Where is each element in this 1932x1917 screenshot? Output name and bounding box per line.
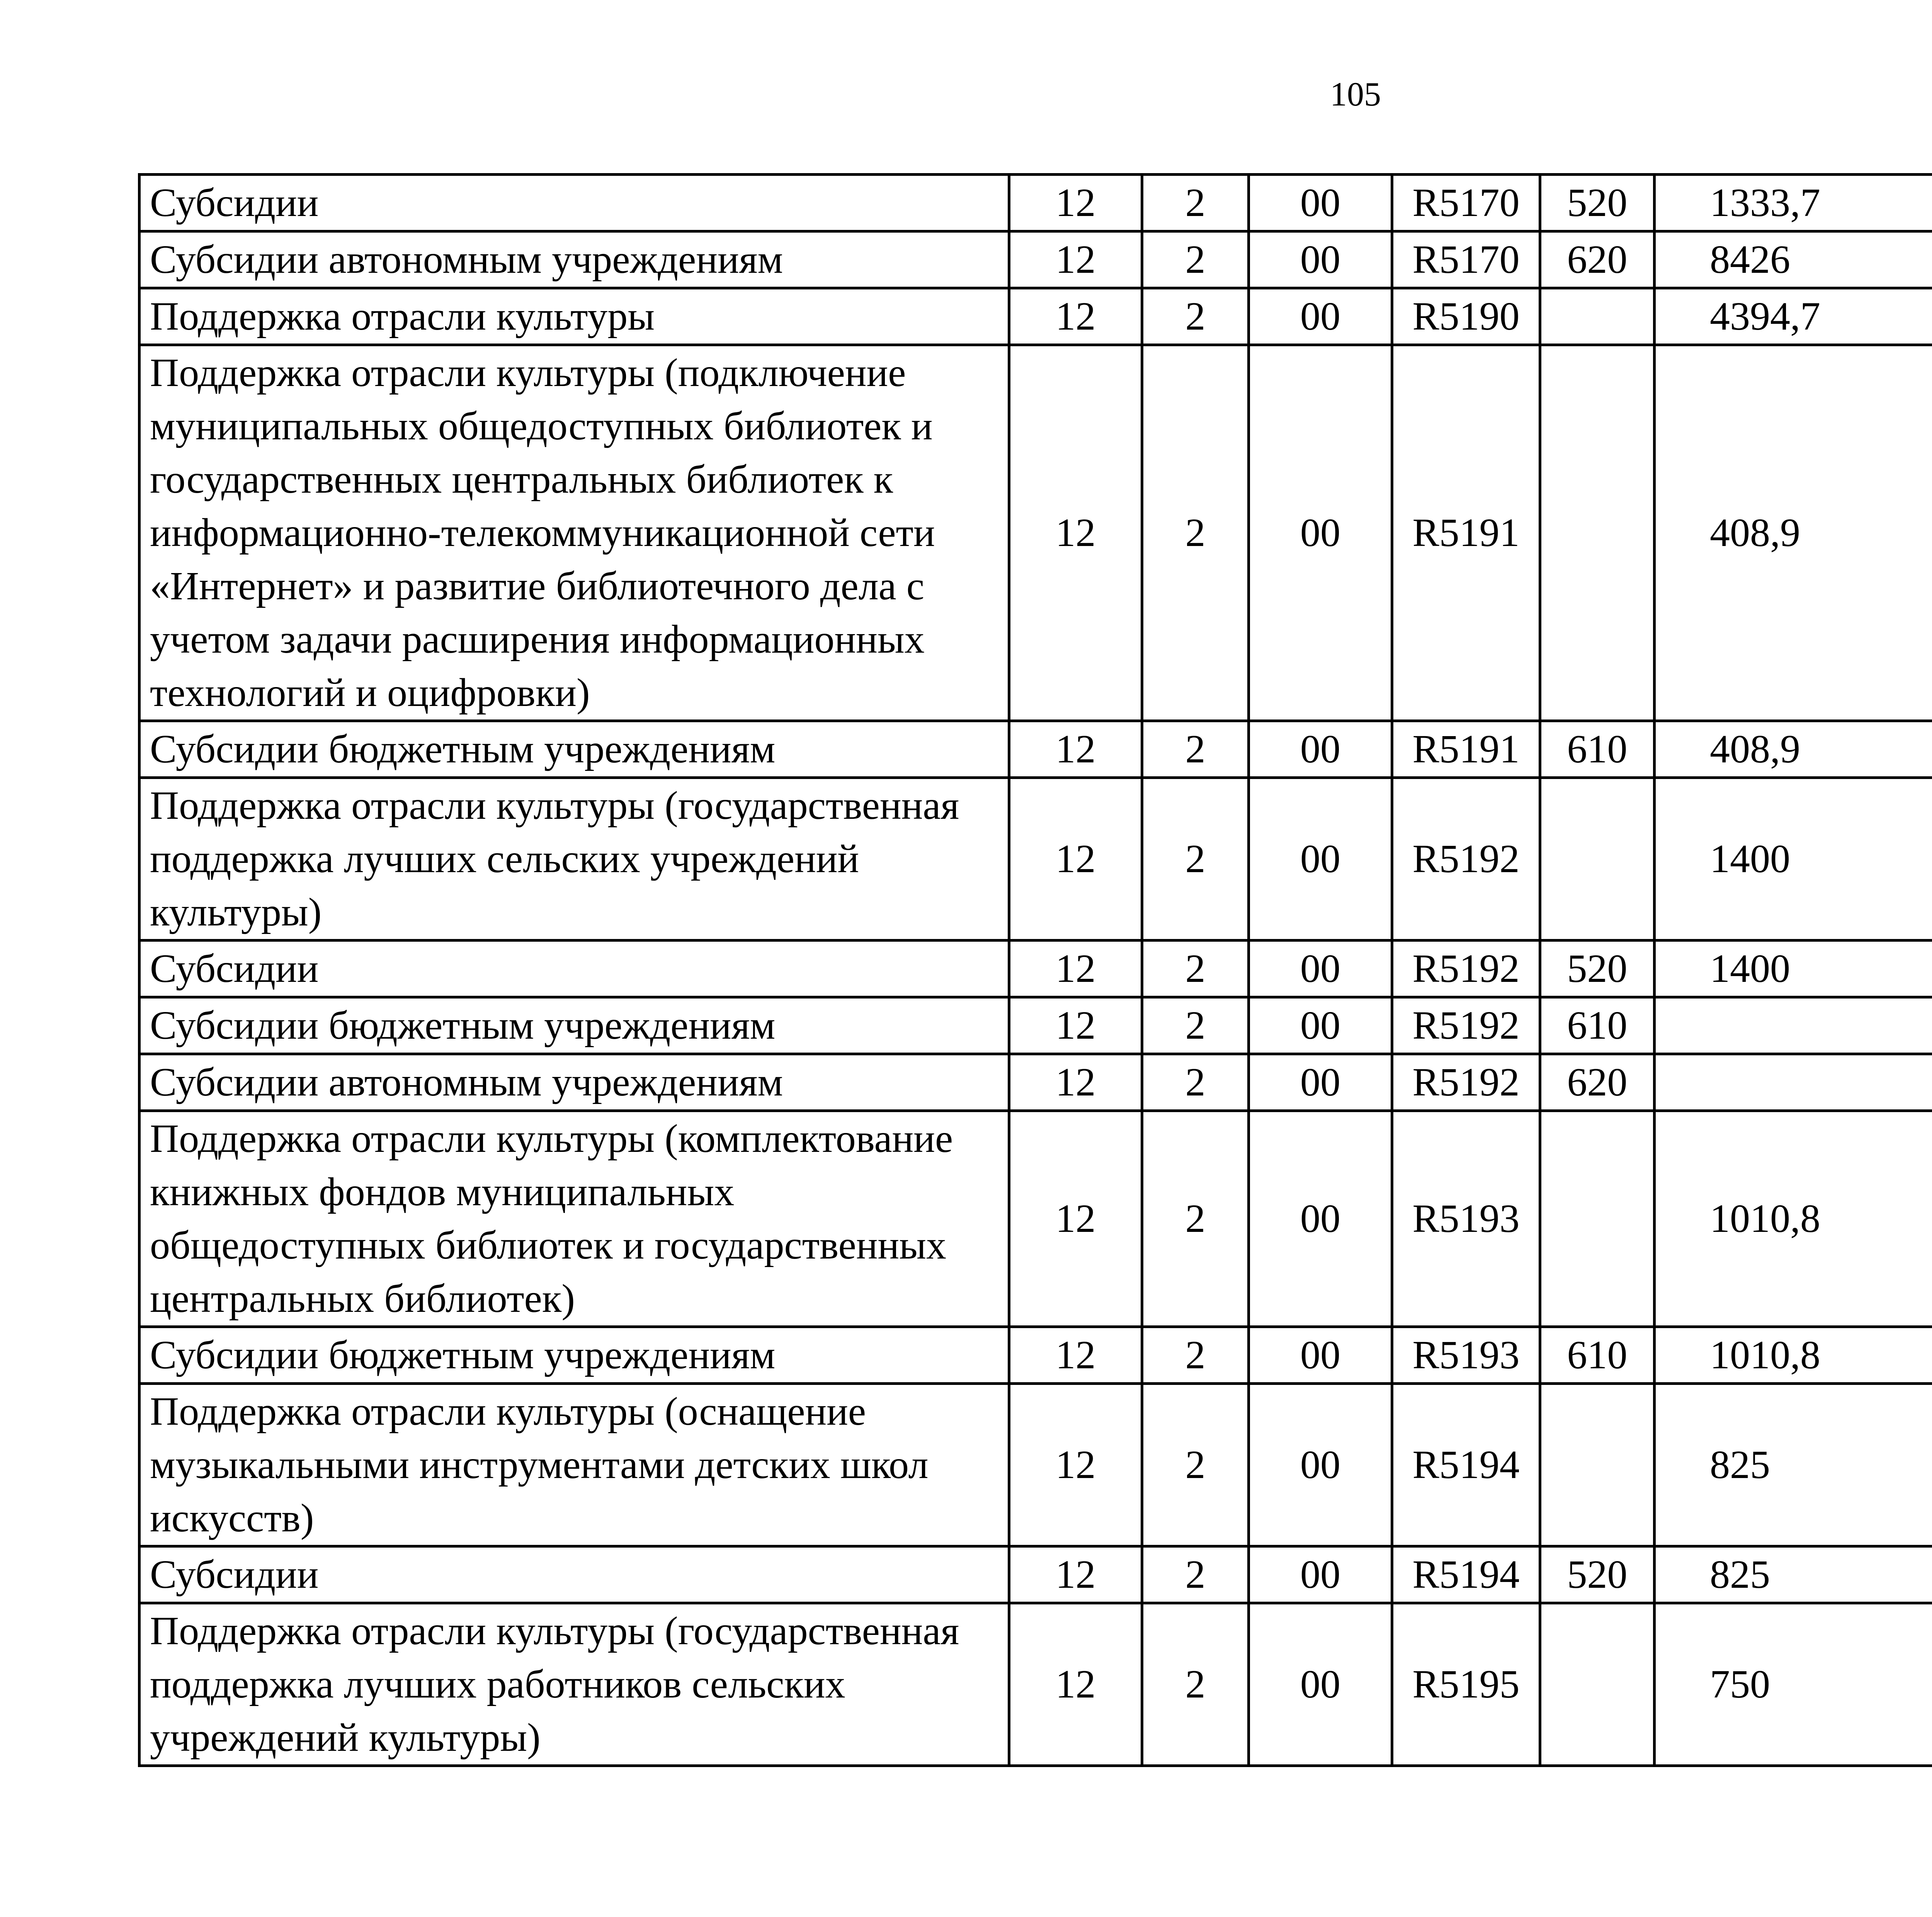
amount-cell-1: 750 <box>1655 1603 1932 1766</box>
program-cell: 00 <box>1249 175 1392 231</box>
row-name-cell: Поддержка отрасли культуры (государственная поддержка лучших работников сельских учреждений культуры) <box>139 1603 1009 1766</box>
subsection-cell: 2 <box>1142 941 1249 997</box>
program-cell: 00 <box>1249 288 1392 345</box>
target-code-cell: R5193 <box>1392 1111 1540 1327</box>
program-cell: 00 <box>1249 1384 1392 1546</box>
target-code-cell: R5190 <box>1392 288 1540 345</box>
table-row <box>139 1327 1932 1384</box>
program-cell: 00 <box>1249 345 1392 721</box>
amount-cell-1: 8426 <box>1655 231 1932 288</box>
row-name-cell: Субсидии <box>139 175 1009 231</box>
expense-type-cell: 520 <box>1540 175 1655 231</box>
subsection-cell: 2 <box>1142 1111 1249 1327</box>
program-cell: 00 <box>1249 1111 1392 1327</box>
amount-cell-1: 1010,8 <box>1655 1327 1932 1384</box>
section-cell: 12 <box>1009 1603 1142 1766</box>
target-code-cell: R5170 <box>1392 175 1540 231</box>
amount-cell-1 <box>1655 997 1932 1054</box>
program-cell: 00 <box>1249 231 1392 288</box>
table-row <box>139 1603 1932 1766</box>
table-row <box>139 778 1932 941</box>
table-row <box>139 721 1932 778</box>
budget-table <box>138 173 1932 1767</box>
row-name-cell: Субсидии бюджетным учреждениям <box>139 997 1009 1054</box>
program-cell: 00 <box>1249 1546 1392 1603</box>
row-name-cell: Субсидии <box>139 1546 1009 1603</box>
program-cell: 00 <box>1249 997 1392 1054</box>
expense-type-cell: 520 <box>1540 1546 1655 1603</box>
expense-type-cell <box>1540 1384 1655 1546</box>
section-cell: 12 <box>1009 288 1142 345</box>
subsection-cell: 2 <box>1142 1327 1249 1384</box>
row-name-cell: Субсидии <box>139 941 1009 997</box>
program-cell: 00 <box>1249 778 1392 941</box>
program-cell: 00 <box>1249 941 1392 997</box>
table-row <box>139 1546 1932 1603</box>
section-cell: 12 <box>1009 1054 1142 1111</box>
target-code-cell: R5170 <box>1392 231 1540 288</box>
amount-cell-1 <box>1655 1054 1932 1111</box>
subsection-cell: 2 <box>1142 997 1249 1054</box>
program-cell: 00 <box>1249 1603 1392 1766</box>
row-name-cell: Поддержка отрасли культуры (оснащение музыкальными инструментами детских школ искусств) <box>139 1384 1009 1546</box>
expense-type-cell: 610 <box>1540 1327 1655 1384</box>
subsection-cell: 2 <box>1142 721 1249 778</box>
subsection-cell: 2 <box>1142 1603 1249 1766</box>
expense-type-cell <box>1540 1111 1655 1327</box>
section-cell: 12 <box>1009 1546 1142 1603</box>
amount-cell-1: 1400 <box>1655 941 1932 997</box>
amount-cell-1: 408,9 <box>1655 345 1932 721</box>
target-code-cell: R5192 <box>1392 778 1540 941</box>
program-cell: 00 <box>1249 1327 1392 1384</box>
table-row <box>139 941 1932 997</box>
section-cell: 12 <box>1009 345 1142 721</box>
expense-type-cell <box>1540 345 1655 721</box>
program-cell: 00 <box>1249 721 1392 778</box>
subsection-cell: 2 <box>1142 231 1249 288</box>
section-cell: 12 <box>1009 941 1142 997</box>
table-row <box>139 997 1932 1054</box>
subsection-cell: 2 <box>1142 288 1249 345</box>
subsection-cell: 2 <box>1142 1384 1249 1546</box>
expense-type-cell: 610 <box>1540 997 1655 1054</box>
section-cell: 12 <box>1009 231 1142 288</box>
target-code-cell: R5191 <box>1392 345 1540 721</box>
section-cell: 12 <box>1009 778 1142 941</box>
expense-type-cell: 610 <box>1540 721 1655 778</box>
row-name-cell: Субсидии бюджетным учреждениям <box>139 1327 1009 1384</box>
row-name-cell: Субсидии автономным учреждениям <box>139 231 1009 288</box>
target-code-cell: R5194 <box>1392 1384 1540 1546</box>
amount-cell-1: 1333,7 <box>1655 175 1932 231</box>
program-cell: 00 <box>1249 1054 1392 1111</box>
subsection-cell: 2 <box>1142 175 1249 231</box>
row-name-cell: Поддержка отрасли культуры <box>139 288 1009 345</box>
target-code-cell: R5192 <box>1392 997 1540 1054</box>
target-code-cell: R5194 <box>1392 1546 1540 1603</box>
subsection-cell: 2 <box>1142 1054 1249 1111</box>
subsection-cell: 2 <box>1142 778 1249 941</box>
expense-type-cell: 520 <box>1540 941 1655 997</box>
target-code-cell: R5191 <box>1392 721 1540 778</box>
row-name-cell: Поддержка отрасли культуры (государственная поддержка лучших сельских учреждений культуры) <box>139 778 1009 941</box>
row-name-cell: Поддержка отрасли культуры (комплектование книжных фондов муниципальных общедоступных библиотек и государственных центральных библиотек) <box>139 1111 1009 1327</box>
section-cell: 12 <box>1009 1327 1142 1384</box>
expense-type-cell <box>1540 778 1655 941</box>
row-name-cell: Субсидии автономным учреждениям <box>139 1054 1009 1111</box>
amount-cell-1: 408,9 <box>1655 721 1932 778</box>
target-code-cell: R5195 <box>1392 1603 1540 1766</box>
target-code-cell: R5193 <box>1392 1327 1540 1384</box>
section-cell: 12 <box>1009 175 1142 231</box>
section-cell: 12 <box>1009 721 1142 778</box>
target-code-cell: R5192 <box>1392 1054 1540 1111</box>
amount-cell-1: 1400 <box>1655 778 1932 941</box>
section-cell: 12 <box>1009 997 1142 1054</box>
subsection-cell: 2 <box>1142 1546 1249 1603</box>
table-row <box>139 231 1932 288</box>
amount-cell-1: 825 <box>1655 1384 1932 1546</box>
expense-type-cell: 620 <box>1540 1054 1655 1111</box>
table-row <box>139 1054 1932 1111</box>
table-row <box>139 288 1932 345</box>
expense-type-cell <box>1540 288 1655 345</box>
table-row <box>139 1111 1932 1327</box>
table-row <box>139 345 1932 721</box>
amount-cell-1: 4394,7 <box>1655 288 1932 345</box>
row-name-cell: Поддержка отрасли культуры (подключение муниципальных общедоступных библиотек и государственных центральных библиотек к информационно-телекоммуникационной сети «Интернет» и развитие библиотечного дела с учетом задачи расширения информационных технологий и оцифровки) <box>139 345 1009 721</box>
expense-type-cell <box>1540 1603 1655 1766</box>
section-cell: 12 <box>1009 1111 1142 1327</box>
expense-type-cell: 620 <box>1540 231 1655 288</box>
row-name-cell: Субсидии бюджетным учреждениям <box>139 721 1009 778</box>
amount-cell-1: 1010,8 <box>1655 1111 1932 1327</box>
table-row <box>139 175 1932 231</box>
table-row <box>139 1384 1932 1546</box>
amount-cell-1: 825 <box>1655 1546 1932 1603</box>
subsection-cell: 2 <box>1142 345 1249 721</box>
page-number: 105 <box>1330 76 1381 113</box>
target-code-cell: R5192 <box>1392 941 1540 997</box>
section-cell: 12 <box>1009 1384 1142 1546</box>
